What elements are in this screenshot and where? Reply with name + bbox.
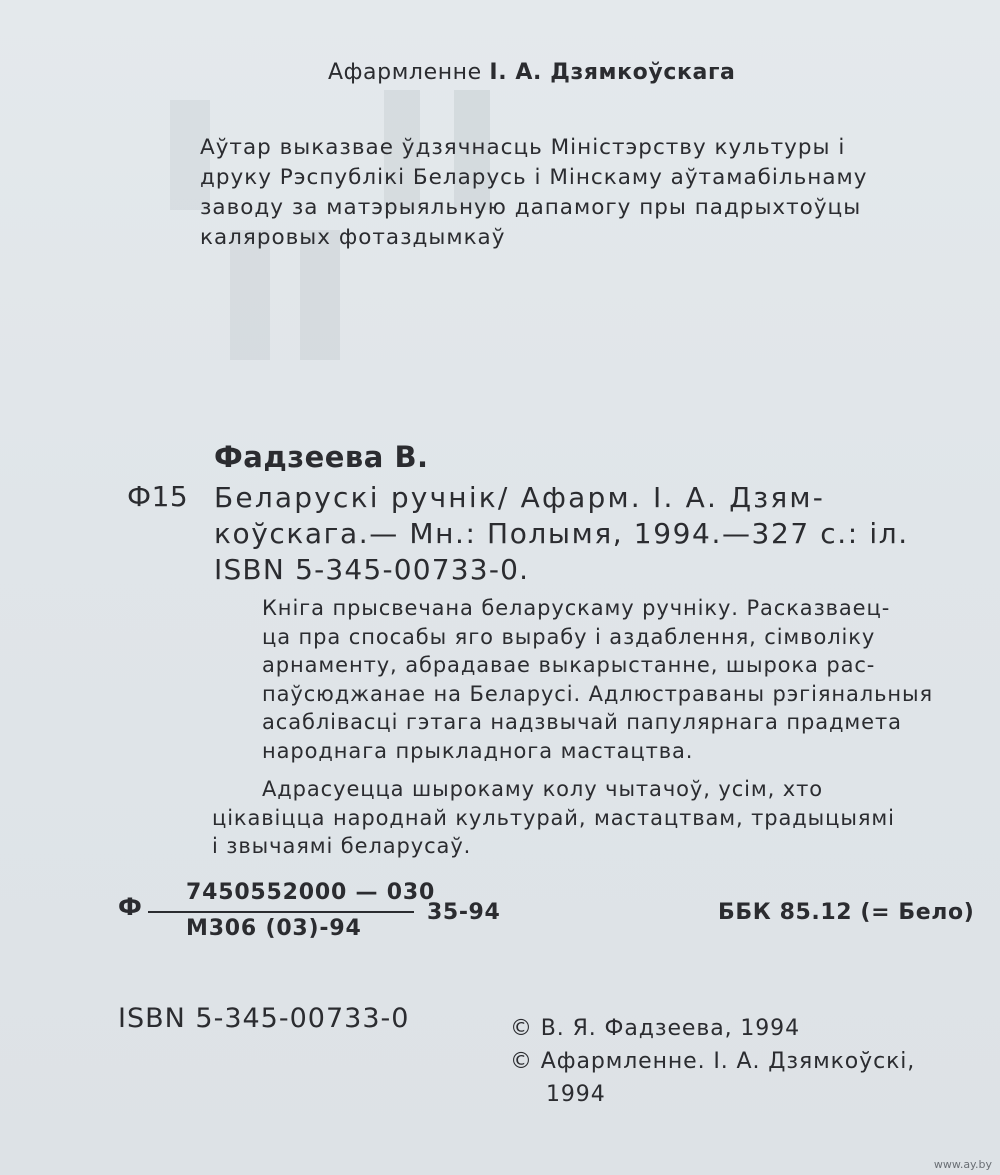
catalog-class-code: Ф15 — [127, 480, 189, 513]
index-numerator: 7450552000 — 030 — [186, 880, 436, 905]
copyright-line: © В. Я. Фадзеева, 1994 — [510, 1016, 800, 1041]
index-denominator: М306 (03)-94 — [186, 916, 362, 941]
copyright-line: © Афармленне. І. А. Дзямкоўскі, — [510, 1049, 916, 1074]
copyright-line: 1994 — [546, 1082, 606, 1107]
audience-line: і звычаямі беларусаў. — [212, 834, 472, 858]
annotation-line: Кніга прысвечана беларускаму ручніку. Расказваец- — [262, 596, 891, 620]
catalog-author: Фадзеева В. — [214, 440, 429, 474]
catalog-description — [214, 480, 909, 588]
index-side-code: 35-94 — [427, 900, 501, 925]
acknowledgement-line: заводу за матэрыяльную дапамогу пры падрыхтоўцы — [200, 195, 862, 220]
acknowledgement-line: друку Рэспублікі Беларусь і Мінскаму аўтамабільнаму — [200, 165, 868, 190]
annotation-line: паўсюджанае на Беларусі. Адлюстраваны рэгіянальныя — [262, 681, 934, 706]
annotation-line: народнага прыкладнога мастацтва. — [262, 738, 694, 763]
annotation-paragraph — [262, 594, 933, 765]
acknowledgement-paragraph — [200, 133, 867, 253]
bbk-code: ББК 85.12 (= Бело) — [718, 900, 975, 925]
index-fraction-line — [148, 911, 414, 913]
catalog-line: ISBN 5-345-00733-0. — [214, 553, 530, 586]
design-credit-name: І. А. Дзямкоўскага — [489, 60, 736, 85]
acknowledgement-line: Аўтар выказвае ўдзячнасць Міністэрству культуры і — [200, 135, 846, 160]
audience-line: цікавіцца народнай культурай, мастацтвам, традыцыямі — [212, 805, 895, 830]
audience-line: Адрасуецца шырокаму колу чытачоў, усім, хто — [262, 777, 823, 801]
catalog-line: Беларускі ручнік/ Афарм. І. А. Дзям- — [214, 481, 826, 514]
site-watermark: www.ay.by — [933, 1158, 992, 1171]
acknowledgement-line: каляровых фотаздымкаў — [200, 225, 506, 250]
design-credit-prefix: Афармленне — [328, 60, 482, 85]
audience-paragraph — [212, 775, 895, 861]
annotation-line: ца пра спосабы яго вырабу і аздаблення, сімволіку — [262, 624, 876, 649]
annotation-line: асаблівасці гэтага надзвычай папулярнага прадмета — [262, 710, 902, 734]
index-letter: Ф — [118, 893, 142, 921]
catalog-line: коўскага.— Мн.: Полымя, 1994.—327 с.: іл. — [214, 517, 909, 550]
isbn-number: ISBN 5-345-00733-0 — [118, 1003, 410, 1034]
design-credit — [328, 60, 735, 85]
annotation-line: арнаменту, абрадавае выкарыстанне, шырока рас- — [262, 653, 876, 677]
copyright-block — [510, 1012, 915, 1111]
